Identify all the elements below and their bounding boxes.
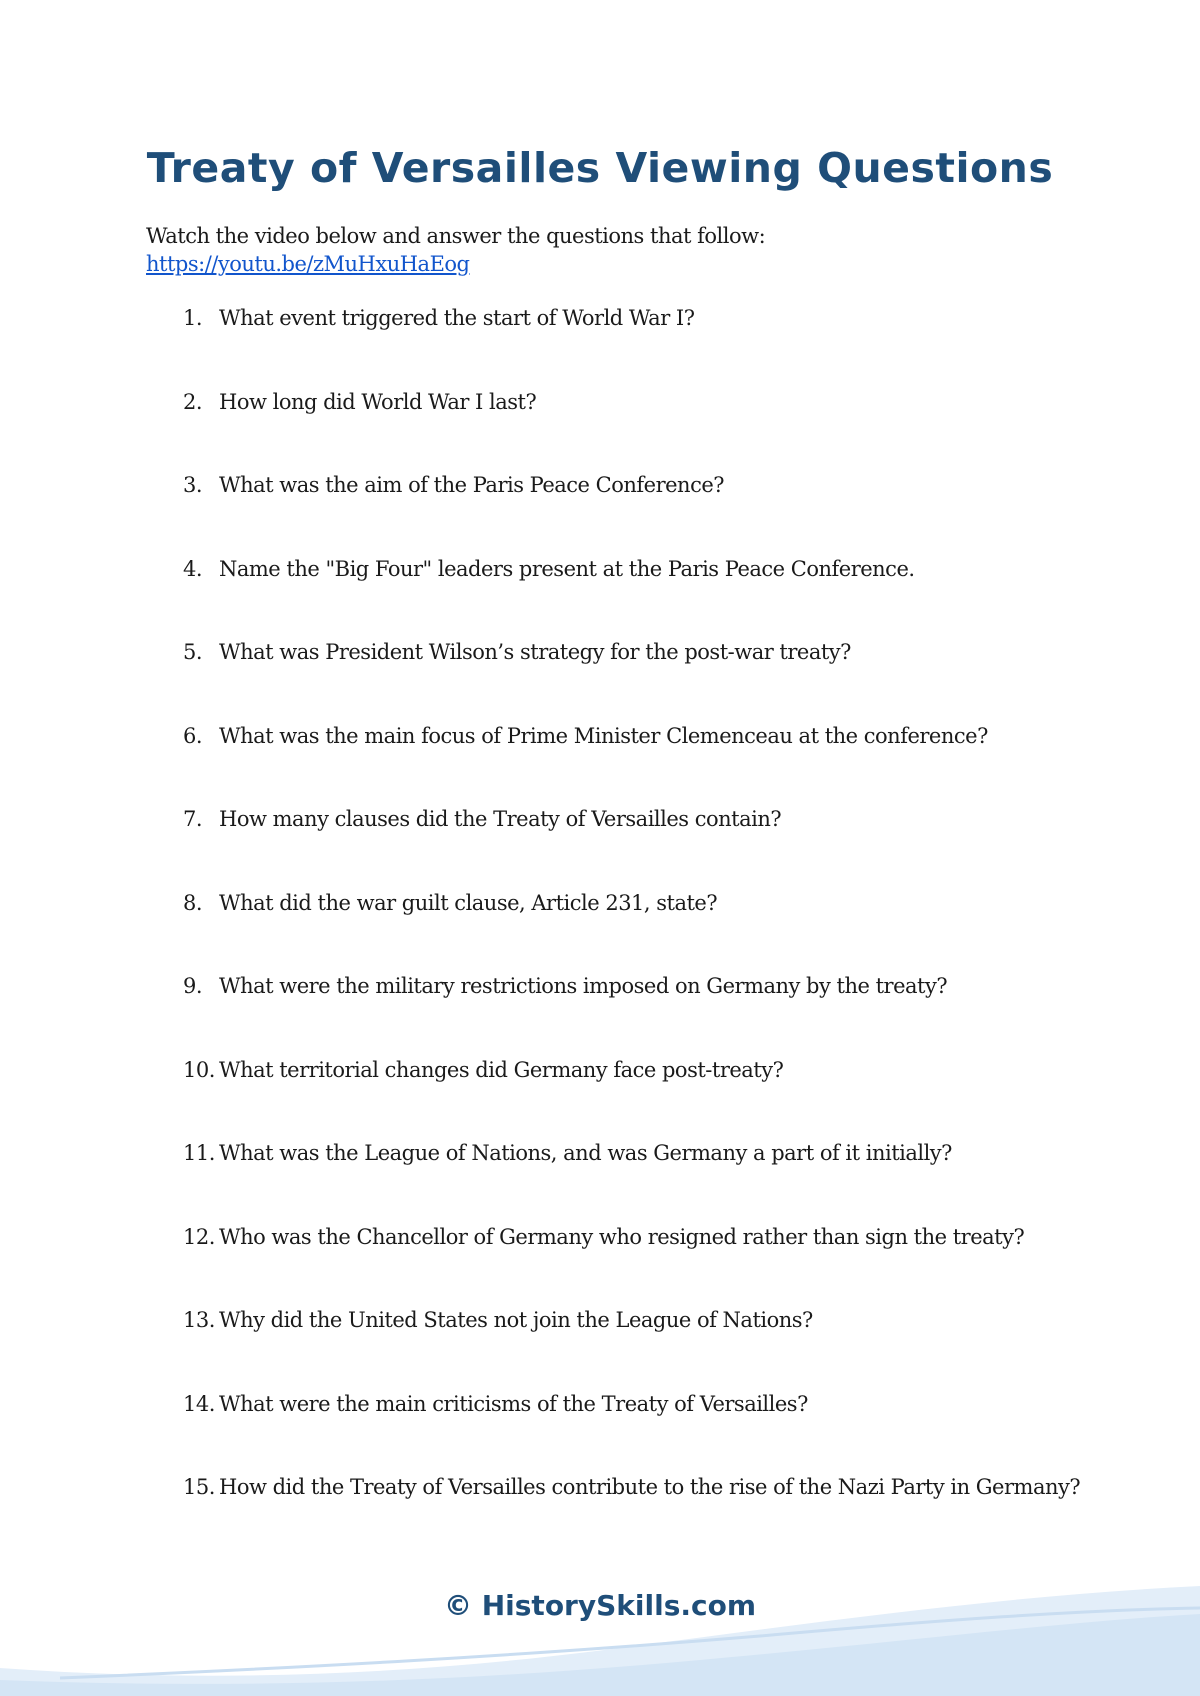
question-text: How long did World War I last? [219,389,537,414]
page-title: Treaty of Versailles Viewing Questions [146,144,1054,192]
question-number: 10. [183,1057,215,1082]
intro-text: Watch the video below and answer the questions that follow: [146,224,766,248]
question-number: 6. [183,723,203,748]
question-item [183,972,1080,1056]
question-item [183,471,1080,555]
question-item [183,555,1080,639]
question-number: 7. [183,807,203,831]
question-number: 9. [183,974,203,998]
question-item [183,1139,1080,1223]
question-text: What was the aim of the Paris Peace Conference? [219,473,725,497]
question-text: Name the "Big Four" leaders present at the Paris Peace Conference. [219,556,915,581]
question-text: What were the military restrictions imposed on Germany by the treaty? [219,974,948,998]
question-item [183,889,1080,973]
question-item [183,805,1080,889]
question-number: 2. [183,389,203,414]
question-item [183,722,1080,806]
footer-wave-decoration [0,1556,1200,1696]
question-text: What were the main criticisms of the Treaty of Versailles? [219,1391,808,1416]
question-number: 12. [183,1224,215,1249]
question-text: What territorial changes did Germany face post-treaty? [219,1057,784,1082]
question-text: What was President Wilson’s strategy for the post-war treaty? [219,640,851,664]
question-text: Who was the Chancellor of Germany who resigned rather than sign the treaty? [219,1224,1025,1249]
question-number: 15. [183,1475,215,1499]
question-text: How did the Treaty of Versailles contribute to the rise of the Nazi Party in Germany? [219,1475,1081,1499]
question-text: What was the League of Nations, and was Germany a part of it initially? [219,1141,952,1165]
question-text: Why did the United States not join the League of Nations? [219,1308,813,1332]
question-item [183,1473,1080,1557]
question-number: 5. [183,640,203,664]
question-item [183,388,1080,472]
question-number: 4. [183,556,203,581]
question-number: 14. [183,1391,215,1416]
question-text: What did the war guilt clause, Article 231, state? [219,890,718,915]
question-text: What event triggered the start of World War I? [219,306,695,330]
question-item [183,1056,1080,1140]
footer-copyright: © HistorySkills.com [443,1589,757,1622]
question-number: 11. [183,1141,215,1165]
intro-block [146,222,765,278]
question-item [183,1223,1080,1307]
question-text: What was the main focus of Prime Minister Clemenceau at the conference? [219,723,988,748]
question-number: 3. [183,473,203,497]
question-number: 13. [183,1308,215,1332]
question-number: 1. [183,306,203,330]
question-item [183,638,1080,722]
question-list [183,304,1080,1557]
question-item [183,1390,1080,1474]
question-item [183,304,1080,388]
video-link[interactable]: https://youtu.be/zMuHxuHaEog [146,252,470,276]
question-item [183,1306,1080,1390]
question-text: How many clauses did the Treaty of Versailles contain? [219,807,782,831]
question-number: 8. [183,890,203,915]
